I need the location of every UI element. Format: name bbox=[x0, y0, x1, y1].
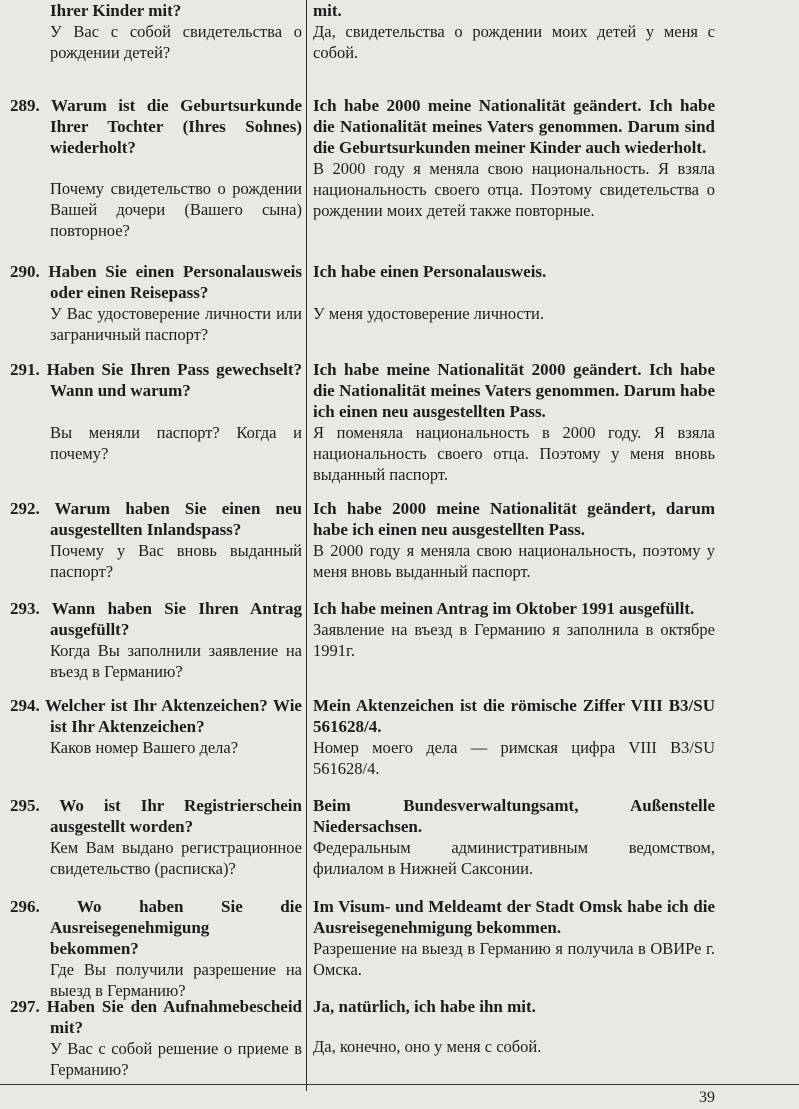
question-russian: У Вас удостоверение личности или заграничный паспорт? bbox=[50, 304, 302, 344]
question-cell bbox=[10, 795, 302, 879]
question-german: 296. Wo haben Sie die Ausreisegenehmigung bekommen? bbox=[10, 897, 302, 958]
answer-german: Beim Bundesverwaltungsamt, Außenstelle Niedersachsen. bbox=[313, 796, 715, 836]
answer-german: Ich habe einen Personalausweis. bbox=[313, 262, 547, 281]
question-german: 291. Haben Sie Ihren Pass gewechselt? Wann und warum? bbox=[10, 360, 303, 400]
question-number: 297. bbox=[10, 997, 47, 1016]
answer-russian: Федеральным административным ведомством, филиалом в Нижней Саксонии. bbox=[313, 838, 715, 878]
answer-cell bbox=[313, 0, 715, 63]
answer-russian: Да, свидетельства о рождении моих детей у меня с собой. bbox=[313, 22, 715, 62]
question-russian: У Вас с собой решение о приеме в Германию? bbox=[50, 1039, 302, 1079]
question-cell bbox=[10, 0, 302, 63]
question-russian: Почему свидетельство о рождении Вашей дочери (Вашего сына) повторное? bbox=[50, 179, 302, 240]
answer-german: Ich habe 2000 meine Nationalität geändert. Ich habe die Nationalität meines Vaters genommen. Darum sind die Geburtsurkunden meiner Kinder auch wiederholt. bbox=[313, 96, 715, 157]
question-russian: Вы меняли паспорт? Когда и почему? bbox=[50, 423, 302, 463]
answer-russian: Я поменяла национальность в 2000 году. Я взяла национальность своего отца. Поэтому у меня вновь выданный паспорт. bbox=[313, 423, 715, 484]
answer-russian: Заявление на въезд в Германию я заполнила в октябре 1991г. bbox=[313, 620, 715, 660]
question-cell bbox=[10, 498, 302, 582]
question-german: Ihrer Kinder mit? bbox=[50, 1, 182, 20]
question-german: 297. Haben Sie den Aufnahmebescheid mit? bbox=[10, 997, 303, 1037]
question-german: 292. Warum haben Sie einen neu ausgestellten Inlandspass? bbox=[10, 499, 302, 539]
question-number: 292. bbox=[10, 499, 55, 518]
answer-cell bbox=[313, 359, 715, 485]
answer-cell bbox=[313, 261, 715, 324]
question-cell bbox=[10, 896, 302, 1001]
answer-russian: Да, конечно, оно у меня с собой. bbox=[313, 1037, 542, 1056]
answer-cell bbox=[313, 795, 715, 879]
question-cell bbox=[10, 695, 302, 758]
question-russian: Когда Вы заполнили заявление на въезд в Германию? bbox=[50, 641, 302, 681]
answer-cell bbox=[313, 95, 715, 221]
answer-german: Ich habe 2000 meine Nationalität geändert, darum habe ich einen neu ausgestellten Pass. bbox=[313, 499, 715, 539]
question-cell bbox=[10, 359, 302, 464]
question-russian: Почему у Вас вновь выданный паспорт? bbox=[50, 541, 302, 581]
question-german: 294. Welcher ist Ihr Aktenzeichen? Wie ist Ihr Aktenzeichen? bbox=[10, 696, 302, 736]
answer-german: Ich habe meine Nationalität 2000 geändert. Ich habe die Nationalität meines Vaters genommen. Darum habe ich einen neu ausgestellten Pass. bbox=[313, 360, 715, 421]
answer-russian: Номер моего дела — римская цифра VIII B3/SU 561628/4. bbox=[313, 738, 715, 778]
answer-german: mit. bbox=[313, 1, 342, 20]
question-number: 295. bbox=[10, 796, 60, 815]
question-number: 291. bbox=[10, 360, 47, 379]
question-german: 289. Warum ist die Geburtsurkunde Ihrer Tochter (Ihres Sohnes) wiederholt? bbox=[10, 96, 303, 157]
page-number: 39 bbox=[699, 1089, 715, 1106]
answer-russian: Разрешение на выезд в Германию я получила в ОВИРе г. Омска. bbox=[313, 939, 715, 979]
question-russian: Где Вы получили разрешение на выезд в Германию? bbox=[50, 960, 302, 1000]
answer-cell bbox=[313, 598, 715, 661]
question-russian: Каков номер Вашего дела? bbox=[50, 738, 239, 757]
question-russian: Кем Вам выдано регистрационное свидетельство (расписка)? bbox=[50, 838, 302, 878]
answer-german: Mein Aktenzeichen ist die römische Ziffer VIII B3/SU 561628/4. bbox=[313, 696, 715, 736]
question-cell bbox=[10, 996, 302, 1080]
answer-russian: У меня удостоверение личности. bbox=[313, 304, 544, 323]
question-german: 293. Wann haben Sie Ihren Antrag ausgefüllt? bbox=[10, 599, 302, 639]
question-cell bbox=[10, 95, 302, 241]
question-number: 296. bbox=[10, 897, 77, 916]
question-number: 290. bbox=[10, 262, 49, 281]
question-number: 289. bbox=[10, 96, 52, 115]
question-german: 290. Haben Sie einen Personalausweis oder einen Reisepass? bbox=[10, 262, 302, 302]
answer-russian: В 2000 году я меняла свою национальность. Я взяла национальность своего отца. Поэтому свидетельства о рождении моих детей также повторные. bbox=[313, 159, 715, 220]
answer-german: Ich habe meinen Antrag im Oktober 1991 ausgefüllt. bbox=[313, 599, 695, 618]
answer-russian: В 2000 году я меняла свою национальность, поэтому у меня вновь выданный паспорт. bbox=[313, 541, 715, 581]
answer-german: Ja, natürlich, ich habe ihn mit. bbox=[313, 997, 536, 1016]
question-cell bbox=[10, 598, 302, 682]
bottom-rule bbox=[0, 1084, 799, 1085]
answer-german: Im Visum- und Meldeamt der Stadt Omsk habe ich die Ausreisegenehmigung bekommen. bbox=[313, 897, 715, 937]
answer-cell bbox=[313, 498, 715, 582]
answer-cell bbox=[313, 695, 715, 779]
column-divider bbox=[306, 0, 307, 1091]
question-number: 293. bbox=[10, 599, 52, 618]
answer-cell bbox=[313, 996, 715, 1057]
question-cell bbox=[10, 261, 302, 345]
question-number: 294. bbox=[10, 696, 45, 715]
question-russian: У Вас с собой свидетельства о рождении детей? bbox=[50, 22, 302, 62]
question-german: 295. Wo ist Ihr Registrierschein ausgestellt worden? bbox=[10, 796, 302, 836]
answer-cell bbox=[313, 896, 715, 980]
